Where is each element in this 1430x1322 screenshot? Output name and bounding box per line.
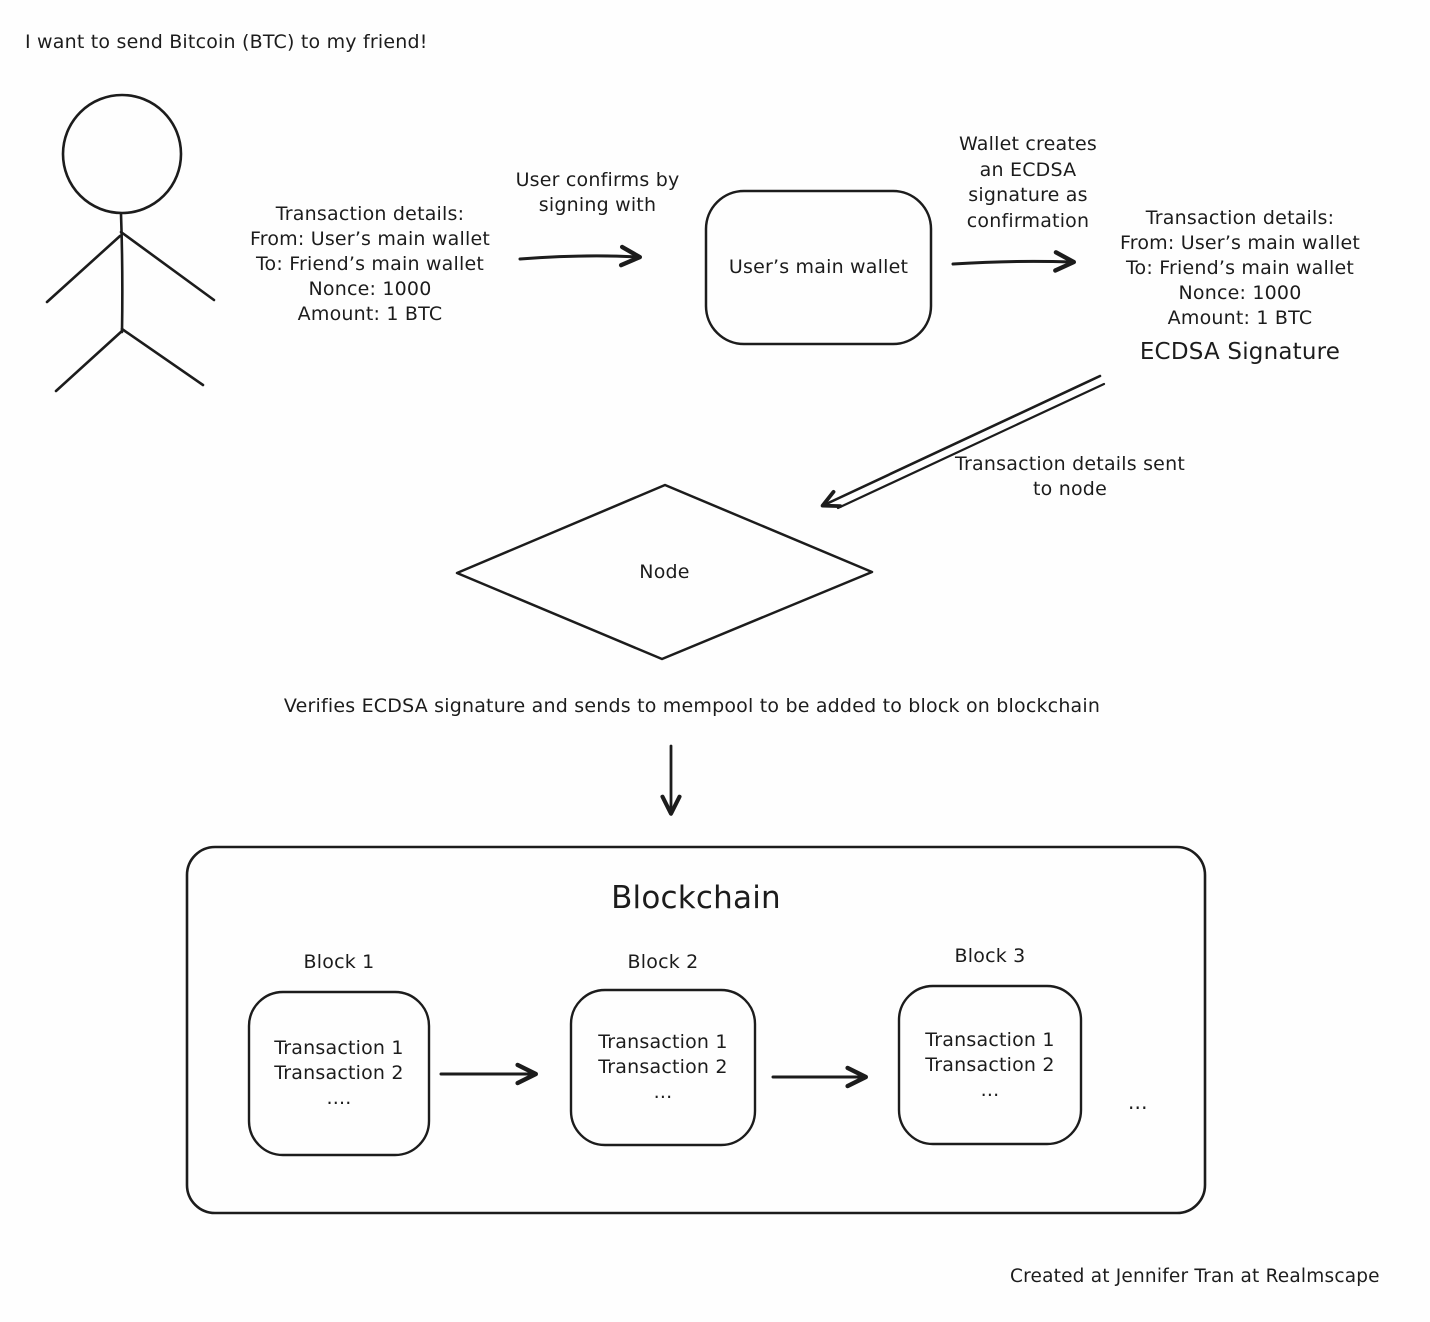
block-1-line-1: Transaction 1 bbox=[274, 1037, 404, 1059]
node-arrow-label: Transaction details sent to node bbox=[955, 453, 1185, 500]
block-1-line-2: Transaction 2 bbox=[274, 1062, 404, 1084]
block-3-line-3: ... bbox=[980, 1078, 1000, 1101]
tx-details-initial-heading: Transaction details: bbox=[275, 203, 465, 225]
block-1-label: Block 1 bbox=[303, 951, 375, 973]
block-2-line-1: Transaction 1 bbox=[598, 1031, 728, 1053]
tx-details-initial-nonce: Nonce: 1000 bbox=[308, 278, 432, 300]
credit-text: Created at Jennifer Tran at Realmscape bbox=[1010, 1266, 1380, 1287]
signature-arrow-label: Wallet creates an ECDSA signature as confirmation bbox=[959, 133, 1097, 232]
tx-details-signed-from: From: User’s main wallet bbox=[1120, 232, 1360, 254]
blockchain-title: Blockchain bbox=[611, 880, 781, 916]
ecdsa-signature-label: ECDSA Signature bbox=[1139, 339, 1341, 365]
verify-text: Verifies ECDSA signature and sends to mempool to be added to block on blockchain bbox=[283, 695, 1101, 717]
tx-details-signed-amount: Amount: 1 BTC bbox=[1167, 307, 1313, 329]
block-1-line-3: .... bbox=[326, 1087, 352, 1109]
node-label: Node bbox=[639, 560, 690, 583]
blockchain-ellipsis: ... bbox=[1128, 1090, 1148, 1114]
tx-details-initial-from: From: User’s main wallet bbox=[250, 228, 490, 250]
tx-details-signed-nonce: Nonce: 1000 bbox=[1178, 282, 1302, 304]
block-2-line-3: ... bbox=[653, 1081, 673, 1103]
block-1-content bbox=[249, 992, 429, 1155]
tx-details-initial bbox=[240, 202, 500, 327]
person-icon bbox=[47, 95, 214, 391]
tx-details-signed-to: To: Friend’s main wallet bbox=[1125, 257, 1355, 279]
block-3-content bbox=[899, 986, 1081, 1144]
signature-arrow bbox=[953, 261, 1072, 264]
block-3-line-2: Transaction 2 bbox=[925, 1053, 1055, 1076]
block-2-line-2: Transaction 2 bbox=[598, 1056, 728, 1078]
tx-details-signed bbox=[1105, 206, 1375, 367]
wallet-box-label: User’s main wallet bbox=[728, 256, 909, 278]
tx-details-signed-heading: Transaction details: bbox=[1145, 207, 1335, 229]
sign-arrow-label: User confirms by signing with bbox=[515, 169, 680, 216]
tx-details-initial-amount: Amount: 1 BTC bbox=[297, 303, 443, 325]
intro-text: I want to send Bitcoin (BTC) to my friend! bbox=[25, 31, 428, 53]
block-3-label: Block 3 bbox=[954, 945, 1026, 967]
block-2-content bbox=[571, 990, 755, 1145]
block-2-label: Block 2 bbox=[627, 951, 699, 973]
block-3-line-1: Transaction 1 bbox=[925, 1028, 1055, 1051]
tx-details-initial-to: To: Friend’s main wallet bbox=[255, 253, 485, 275]
sign-arrow bbox=[520, 256, 638, 259]
